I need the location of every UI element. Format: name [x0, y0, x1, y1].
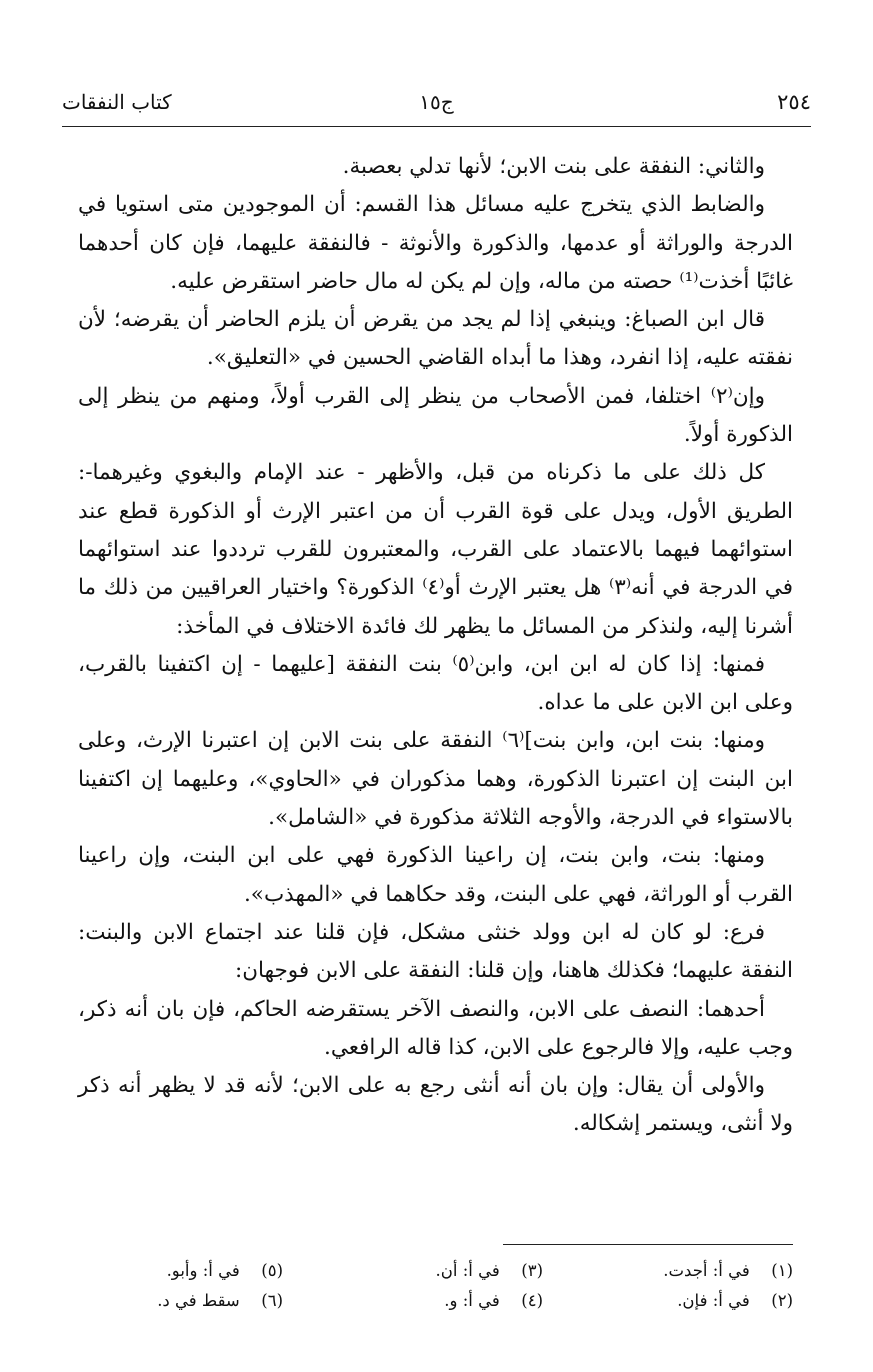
paragraph: والأولى أن يقال: وإن بان أنه أنثى رجع به على الابن؛ لأنه قد لا يظهر أنه ذكر ولا أنثى، ويستمر إشكاله. [78, 1073, 793, 1137]
footnote [157, 1286, 283, 1316]
paragraph: ومنها: بنت، وابن بنت، إن راعينا الذكورة فهي على ابن البنت، وإن راعينا القرب أو الوراثة، فهي على البنت، وقد حكاهما في «المهذب». [78, 843, 793, 907]
footnote-text: في أ: أجدت. [663, 1261, 750, 1280]
volume-label: ج١٥ [419, 90, 454, 114]
page-header [62, 88, 811, 124]
book-title: كتاب النفقات [62, 90, 172, 114]
footnote [436, 1256, 543, 1286]
paragraph: قال ابن الصباغ: وينبغي إذا لم يجد من يقرض أن يلزم الحاضر أن يقرضه؛ لأن نفقته عليه، إذا انفرد، وهذا ما أبداه القاضي الحسين في «التعليق». [78, 307, 793, 371]
footnote-number: (٥) [261, 1261, 283, 1280]
paragraph: والثاني: النفقة على بنت الابن؛ لأنها تدلي بعصبة. [342, 154, 765, 179]
main-text [78, 148, 793, 1144]
footnote-text: في أ: فإن. [677, 1291, 750, 1310]
footnote-number: (٣) [521, 1261, 543, 1280]
header-rule [62, 126, 811, 127]
footnote-text: في أ: أن. [435, 1261, 500, 1280]
footnote-number: (١) [771, 1261, 793, 1280]
footnote-text: في أ: و. [444, 1291, 500, 1310]
footnote-number: (٦) [261, 1291, 283, 1310]
footnote-rule [503, 1244, 793, 1245]
footnote-text: سقط في د. [157, 1291, 240, 1310]
footnote [444, 1286, 543, 1316]
footnote [677, 1286, 793, 1316]
paragraph: فرع: لو كان له ابن وولد خنثى مشكل، فإن قلنا عند اجتماع الابن والبنت: النفقة عليهما؛ فكذلك هاهنا، وإن قلنا: النفقة على الابن فوجهان: [78, 919, 793, 984]
paragraph: والضابط الذي يتخرج عليه مسائل هذا القسم: أن الموجودين متى استويا في الدرجة والوراثة أو عدمها، والذكورة والأنوثة - فالنفقة عليهما، فإن كان أحدهما غائبًا أخذت⁽¹⁾ حصته من ماله، وإن لم يكن له مال حاضر استقرض عليه. [78, 192, 793, 294]
footnote-number: (٢) [771, 1291, 793, 1310]
footnote-text: في أ: وأبو. [166, 1261, 240, 1280]
paragraph: أحدهما: النصف على الابن، والنصف الآخر يستقرضه الحاكم، فإن بان أنه ذكر، وجب عليه، وإلا فالرجوع على الابن، كذا قاله الرافعي. [78, 996, 793, 1060]
footnote [167, 1256, 283, 1286]
footnote [663, 1256, 793, 1286]
footnote-number: (٤) [521, 1291, 543, 1310]
paragraph: كل ذلك على ما ذكرناه من قبل، والأظهر - عند الإمام والبغوي وغيرهما-: الطريق الأول، ويدل على قوة القرب أن من اعتبر الإرث أو الذكورة قطع عند استوائهما فيهما بالاعتماد على القرب، والمعتبرون للقرب ترددوا عند استوائهما في الدرجة في أنه⁽٣⁾ هل يعتبر الإرث أو⁽٤⁾ الذكورة؟ واختيار العراقيين من ذلك ما أشرنا إليه، ولنذكر من المسائل ما يظهر لك فائدة الاختلاف في المأخذ: [78, 460, 793, 639]
paragraph: وإن⁽٢⁾ اختلفا، فمن الأصحاب من ينظر إلى القرب أولاً، ومنهم من ينظر إلى الذكورة أولاً. [78, 383, 793, 448]
page-number: ٢٥٤ [777, 90, 811, 114]
paragraph: فمنها: إذا كان له ابن ابن، وابن⁽٥⁾ بنت النفقة [عليهما - إن اكتفينا بالقرب، وعلى ابن الابن على ما عداه. [78, 651, 793, 716]
paragraph: ومنها: بنت ابن، وابن بنت]⁽٦⁾ النفقة على بنت الابن إن اعتبرنا الإرث، وعلى ابن البنت إن اعتبرنا الذكورة، وهما مذكوران في «الحاوي»، وعليهما إن اكتفينا بالاستواء في الدرجة، والأوجه الثلاثة مذكورة في «الشامل». [78, 728, 793, 831]
